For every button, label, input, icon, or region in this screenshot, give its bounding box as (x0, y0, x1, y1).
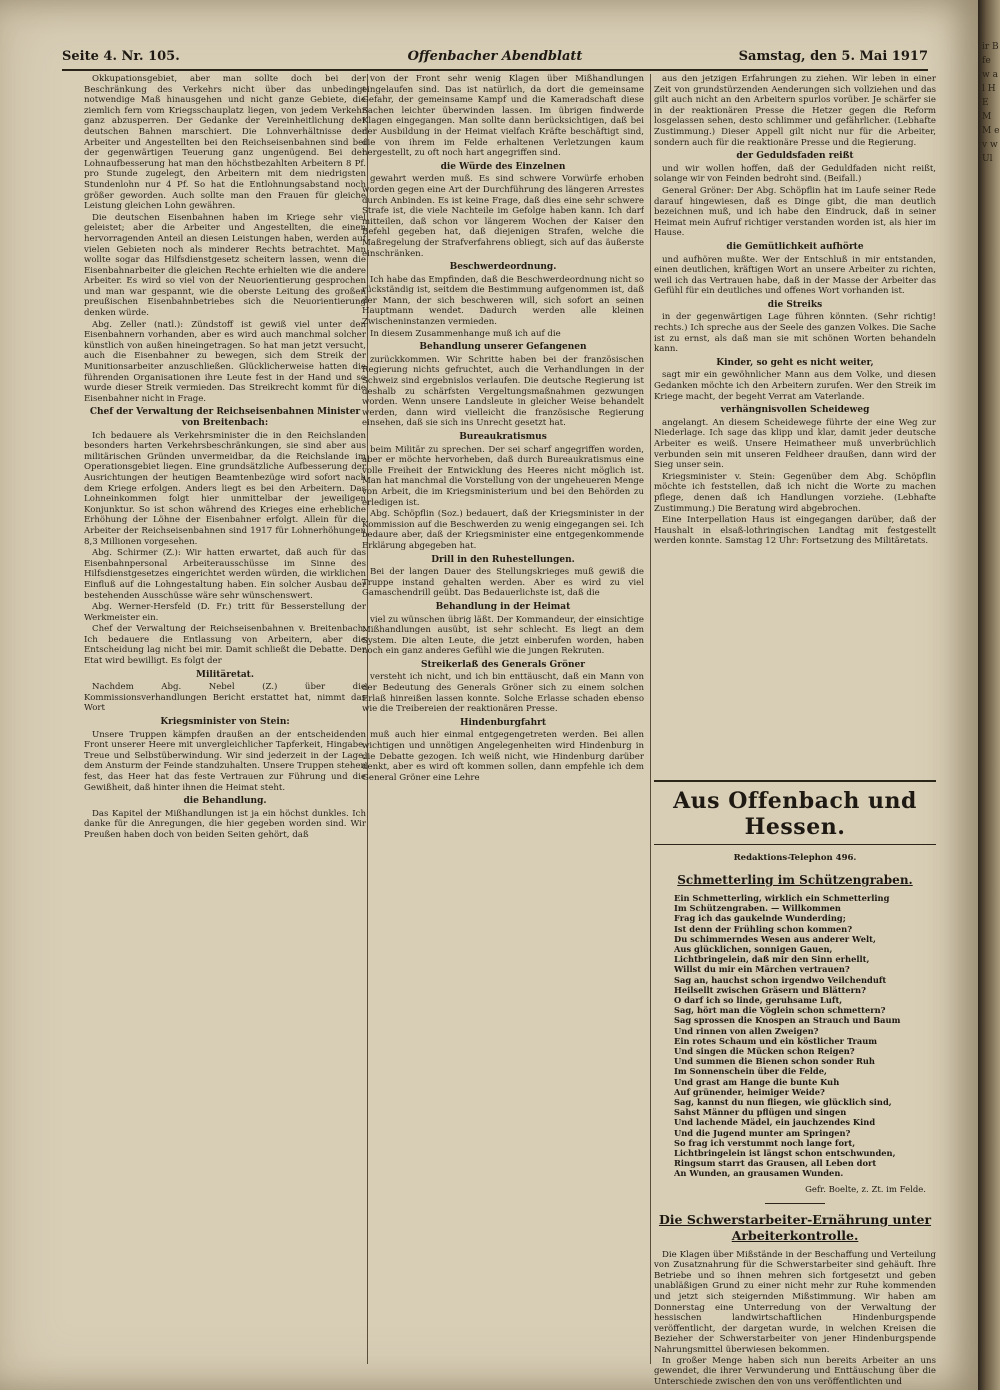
poem-line: Willst du mir ein Märchen vertrauen? (674, 964, 850, 975)
poem-line: Heilsellt zwischen Gräsern und Blättern? (674, 984, 866, 995)
poem-line: Sag, kannst du nun fliegen, wie glücklich sind, (674, 1097, 892, 1108)
paragraph: Abg. Werner-Hersfeld (D. Fr.) tritt für Besserstellung der Werkmeister ein. (84, 602, 366, 623)
paragraph: muß auch hier einmal entgegengetreten werden. Bei allen wichtigen und unnötigen Angelegenheiten wird Hindenburg in die Debatte gezogen. Ich weiß nicht, wie Hindenburg darüber denkt, aber es wird oft kommen sollen, dann empfehle ich dem General Gröner eine Lehre (362, 730, 644, 783)
article-body (654, 1250, 936, 1388)
poem (654, 893, 936, 1179)
poem-signature: Gefr. Boelte, z. Zt. im Felde. (805, 1184, 926, 1195)
adjacent-page-text: ir B fe w al H E M M ev w Ul (982, 42, 1000, 164)
paragraph: gewahrt werden muß. Es sind schwere Vorwürfe erhoben worden gegen eine Art der Durchführung des längeren Arrestes durch Anbinden. Es ist keine Frage, daß dies eine sehr schwere Strafe ist, die viele Nachteile im Gefolge haben kann. Ich darf mitteilen, daß schon vor längerem Wochen der Kaiser den Befehl gegeben hat, daß diejenigen Strafen, welche die Maßregelung der Strafverfahrens obliegt, sich auf das äußerste einschränken. (362, 174, 644, 259)
paragraph: Abg. Zeller (natl.): Zündstoff ist gewiß viel unter den Eisenbahnern vorhanden, aber es wird auch manchmal solcher künstlich von außen hineingetragen. So hat man jetzt versucht, auch die Eisenbahner zu bewegen, sich dem Streik der Munitionsarbeiter anzuschließen. Glücklicherweise hatten die führenden Organisationen ihre Leute fest in der Hand und so wurde dieser Streik vermieden. Das Streikrecht kommt für die Eisenbahner nicht in Frage. (84, 319, 366, 404)
paragraph: und aufhören mußte. Wer der Entschluß in mir entstanden, einen deutlichen, kräftigen Wort an unsere Arbeiter zu richten, weil ich das Vertrauen habe, daß in der Masse der Arbeiter das Gefühl für ein deutliches und offenes Wort vorhanden ist. (654, 254, 936, 297)
poem-line: Sag an, hauchst schon irgendwo Veilchenduft (674, 974, 887, 985)
poem-line: Sahst Männer du pflügen und singen (674, 1107, 847, 1118)
subheading: Kinder, so geht es nicht weiter, (716, 357, 874, 368)
subheading: Chef der Verwaltung der Reichseisenbahnen Minister von Breitenbach: (89, 407, 361, 428)
paragraph: Das Kapitel der Mißhandlungen ist ja ein höchst dunkles. Ich danke für die Anregungen, die hier gegeben worden sind. Wir Preußen haben doch von beiden Seiten gehört, daß (84, 808, 366, 840)
paragraph: angelangt. An diesem Scheidewege führte der eine Weg zur Niederlage. Ich sage das klipp und klar, damit jeder deutsche Arbeiter es weiß. Unsere Heimatheer muß unverbrüchlich verbunden sein mit unseren Feldheer draußen, dann wird der Sieg unser sein. (654, 417, 936, 471)
subheading: Drill in den Ruhestellungen. (431, 554, 575, 565)
poem-line: Und summen die Bienen schon sonder Ruh (674, 1056, 875, 1067)
subheading: Bureaukratismus (459, 432, 547, 442)
paragraph: und wir wollen hoffen, daß der Geduldfaden nicht reißt, solange wir von Feinden bedroht sind. (Beifall.) (654, 163, 936, 185)
poem-line: Frag ich das gaukelnde Wunderding; (674, 913, 846, 924)
paragraph: General Gröner: Der Abg. Schöpflin hat im Laufe seiner Rede darauf hingewiesen, daß es Dinge gibt, die man deutlich bezeichnen muß, und ich habe den Eindruck, daß in seiner Heimat mein Aufruf richtiger verstanden worden ist, als hier im Hause. (654, 185, 936, 239)
poem-line: Sag, hört man die Vöglein schon schmettern? (674, 1005, 886, 1016)
poem-line: Ringsum starrt das Grausen, all Leben dort (674, 1158, 877, 1169)
poem-line: Lichtbringelein ist längst schon entschwunden, (674, 1148, 896, 1159)
poem-line: So frag ich verstummt noch lange fort, (674, 1137, 856, 1148)
paragraph: viel zu wünschen übrig läßt. Der Kommandeur, der einsichtige Mißhandlungen ausübt, ist sehr schlecht. Es liegt an dem System. Die alten Leute, die jetzt einberufen worden, haben noch ein ganz anderes Gefühl wie die jungen Rekruten. (362, 614, 644, 657)
divider (765, 1203, 825, 1204)
newspaper-title: Offenbacher Abendblatt (407, 49, 583, 64)
subheading: Militäretat. (196, 669, 254, 680)
paragraph: In großer Menge haben sich nun bereits Arbeiter an uns gewendet, die ihrer Verwunderung und Enttäuschung über die Unterschiede zwischen den von uns veröffentlichten und (654, 1355, 936, 1387)
paragraph: sagt mir ein gewöhnlicher Mann aus dem Volke, und diesen Gedanken möchte ich den Arbeitern zurufen. Wer den Streik im Kriege macht, der begeht Verrat am Vaterlande. (654, 370, 936, 402)
paragraph: In diesem Zusammenhange muß ich auf die (370, 328, 561, 339)
adjacent-page-edge (978, 0, 1000, 1390)
poem-line: Du schimmerndes Wesen aus anderer Welt, (674, 933, 876, 944)
paragraph: von der Front sehr wenig Klagen über Mißhandlungen eingelaufen sind. Das ist natürlich, da dort die gemeinsame Gefahr, der gemeinsame Kampf und die Kameradschaft diese Sachen leichter überwinden lassen. Im übrigen findwerde Klagen eingegangen. Man sollte dann berücksichtigen, daß bei der Ausbildung in der Heimat vielfach Kräfte beschäftigt sind, die von ihrem im Felde erhaltenen Verletzungen kaum hergestellt, zu oft noch hart angegriffen sind. (362, 74, 644, 159)
paragraph: zurückkommen. Wir Schritte haben bei der französischen Regierung nichts gefruchtet, auch die Verhandlungen in der Schweiz sind ergebnislos verlaufen. Die deutsche Regierung ist deshalb zu schärfsten Vergeltungsmaßnahmen gezwungen worden. Wenn unsere Landsleute in gleicher Weise behandelt werden, dann wird vielleicht die französische Regierung einsehen, daß sie sich ins Unrecht gesetzt hat. (362, 354, 644, 429)
poem-line: An Wunden, an grausamen Wunden. (674, 1168, 844, 1179)
poem-line: Lichtbringelein, daß mir den Sinn erhellt, (674, 954, 870, 965)
subheading: der Geduldsfaden reißt (736, 151, 854, 162)
subheading: Hindenburgfahrt (459, 717, 547, 728)
article-title: Die Schwerstarbeiter-Ernährung unter Arbeiterkontrolle. (658, 1211, 932, 1243)
column-1 (84, 74, 366, 1374)
subheading: die Würde des Einzelnen (440, 161, 566, 172)
paragraph: in der gegenwärtigen Lage führen könnten. (Sehr richtig! rechts.) Ich spreche aus der Seele des ganzen Volkes. Die Sache ist zu ernst, als daß man sie mit schönen Worten behandeln kann. (654, 312, 936, 355)
paragraph: Bei der langen Dauer des Stellungskrieges muß gewiß die Truppe instand gehalten werden. Aber es wird zu viel Gamaschendrill geübt. Das Bedauerlichste ist, daß die (362, 567, 644, 599)
poem-line: Ein rotes Schaum und ein köstlicher Traum (674, 1035, 878, 1046)
paragraph: Unsere Truppen kämpfen draußen an der entscheidenden Front unserer Heere mit unvergleichlicher Tapferkeit, Hingabe, Treue und Selbstüberwindung. Wir sind jederzeit in der Lage, dem Ansturm der Feinde standzuhalten. Unsere Truppen stehen fest, das Heer hat das feste Vertrauen zur Führung und die Gewißheit, daß hinter ihnen die Heimat steht. (84, 729, 366, 793)
poem-line: Und lachende Mädel, ein jauchzendes Kind (674, 1117, 876, 1128)
paragraph: Chef der Verwaltung der Reichseisenbahnen v. Breitenbach: Ich bedauere die Entlassung von Arbeitern, aber die Entscheidung lag nicht bei mir. Damit schließt die Debatte. Der Etat wird bewilligt. Es folgt der (84, 624, 366, 667)
poem-line: Im Schützengraben. — Willkommen (674, 903, 841, 914)
poem-line: Auf grünender, heimiger Weide? (674, 1086, 825, 1097)
paragraph: Ich bedauere als Verkehrsminister die in den Reichslanden besonders harten Verkehrsbeschränkungen, sie sind aber aus militärischen Gründen unvermeidbar, da die Reichslande im Operationsgebiet liegen. Eine grundsätzliche Aufbesserung der Ausrichtungen der heutigen Beamtenbezüge wird sofort nach dem Kriege erfolgen. Anders liegt es bei den Arbeitern. Das Lohneinkommen folgt hier unmittelbar der jeweiligen Konjunktur. So ist schon während des Krieges eine erhebliche Erhöhung der Löhne der Eisenbahner erfolgt. Allein für die Arbeiter der Reichseisenbahnen sind 1917 für Lohnerhöhungen 8,3 Millionen vorgesehen. (84, 430, 366, 547)
section-title: Aus Offenbach und Hessen. (654, 780, 936, 845)
column-2 (362, 74, 644, 1374)
poem-title: Schmetterling im Schützengraben. (677, 873, 913, 887)
paragraph: Ich habe das Empfinden, daß die Beschwerdeordnung nicht so rückständig ist, seitdem die Bestimmung aufgenommen ist, daß der Mann, der sich beschweren will, sich sofort an seinen Hauptmann wendet. Dadurch werden alle kleinen Zwischeninstanzen vermieden. (362, 274, 644, 328)
subheading: verhängnisvollen Scheideweg (720, 405, 870, 416)
editorial-telephone: Redaktions-Telephon 496. (733, 853, 857, 863)
issue-date: Samstag, den 5. Mai 1917 (738, 49, 928, 64)
column-3 (654, 74, 936, 774)
subheading: Behandlung in der Heimat (435, 601, 571, 612)
poem-line: Ein Schmetterling, wirklich ein Schmetterling (674, 893, 890, 903)
subheading: die Streiks (767, 299, 823, 310)
paragraph: aus den jetzigen Erfahrungen zu ziehen. Wir leben in einer Zeit von grundstürzenden Aenderungen sich vollziehen und das gilt auch nicht an den Arbeitern spurlos vorüber. Je schärfer sie in der reaktionären Presse die Hetzer gegen die Reform losgelassen sehen, desto schlimmer und gefährlicher. (Lebhafte Zustimmung.) Dieser Appell gilt nicht nur für die Arbeiter, sondern auch für die reaktionäre Presse und die Regierung. (654, 74, 936, 148)
poem-line: Im Sonnenschein über die Felde, (674, 1066, 827, 1077)
paragraph: Kriegsminister v. Stein: Gegenüber dem Abg. Schöpflin möchte ich feststellen, daß ich nicht die Worte zu machen pflege, denen daß ich Handlungen vorziehe. (Lebhafte Zustimmung.) Die Beratung wird abgebrochen. (654, 471, 936, 514)
page-header (62, 47, 928, 71)
paragraph: Okkupationsgebiet, aber man sollte doch bei der Beschränkung des Verkehrs nicht über das unbedingt notwendige Maß hinausgehen und nicht ganze Gebiete, die ziemlich fern vom Kriegsschauplatz liegen, von jedem Verkehr ganz abzusperren. Der Gedanke der Vereinheitlichung der deutschen Bahnen marschiert. Die Lohnverhältnisse der Arbeiter und Angestellten bei den Reichseisenbahnen sind bei der gegenwärtigen Teuerung ganz ungenügend. Bei der Lohnaufbesserung hat man den höchstbezahlten Arbeitern 8 Pf. pro Stunde zugelegt, den Arbeitern mit dem niedrigsten Stundenlohn nur 4 Pf. So hat die Entlohnungsabstand noch größer geworden. Auch sollte man den Frauen für gleiche Leistung gleichen Lohn gewähren. (84, 74, 366, 212)
poem-line: Sag sprossen die Knospen an Strauch und Baum (674, 1015, 901, 1026)
poem-line: Und rinnen von allen Zweigen? (674, 1025, 819, 1036)
poem-line: Und singen die Mücken schon Reigen? (674, 1046, 855, 1057)
paragraph: Nachdem Abg. Nebel (Z.) über die Kommissionsverhandlungen Bericht erstattet hat, nimmt das Wort (84, 682, 366, 714)
poem-line: Und grast am Hange die bunte Kuh (674, 1076, 840, 1087)
subheading: die Behandlung. (183, 796, 267, 807)
paragraph: versteht ich nicht, und ich bin enttäuscht, daß ein Mann von der Bedeutung des Generals Gröner sich zu einem solchen Erlaß hinreißen lassen konnte. Solche Erlasse schaden ebenso wie die Treibereien der reaktionären Presse. (362, 672, 644, 715)
subheading: Beschwerdeordnung. (449, 262, 557, 273)
paragraph: Abg. Schirmer (Z.): Wir hatten erwartet, daß auch für das Eisenbahnpersonal Arbeiterausschüsse im Sinne des Hilfsdienstgesetzes eingerichtet werden würden, die wirklichen Einfluß auf die Lohngestaltung haben. Ein solcher Ausbau der bestehenden Ausschüsse wäre sehr wünschenswert. (84, 548, 366, 601)
paragraph: beim Militär zu sprechen. Der sei scharf angegriffen worden, aber er möchte hervorheben, daß durch Bureaukratismus eine volle Freiheit der Entwicklung des Heeres nicht möglich ist. Man hat manchmal die Vorstellung von der ungeheueren Menge von Arbeit, die im Kriegsministerium und bei den Behörden zu erledigen ist. (362, 444, 644, 508)
column-rule (650, 74, 651, 1364)
poem-line: Aus glücklichen, sonnigen Gauen, (674, 944, 833, 955)
poem-line: Ist denn der Frühling schon kommen? (674, 923, 853, 934)
poem-line: O darf ich so linde, geruhsame Luft, (674, 995, 843, 1006)
local-news-section (654, 780, 936, 1387)
subheading: Streikerlaß des Generals Gröner (420, 659, 585, 670)
poem-line: Und die Jugend munter am Springen? (674, 1127, 851, 1138)
paragraph: Die deutschen Eisenbahnen haben im Kriege sehr viel geleistet; aber die Arbeiter und Angestellten, die einen hervorragenden Anteil an diesen Leistungen haben, werden auf vielen Gebieten noch als minderer Rechts betrachtet. Man wollte sogar das Hilfsdienstgesetz scheitern lassen, wenn die Eisenbahnarbeiter die gleichen Rechte erhielten wie die andere Arbeiter. Es wird so viel von der Neuorientierung gesprochen und man war gespannt, wie die oberste Leitung des großen preußischen Eisenbahnbetriebes sich die Neuorientierung denken würde. (84, 212, 366, 319)
subheading: die Gemütlichkeit aufhörte (726, 241, 864, 252)
paragraph: Eine Interpellation Haus ist eingegangen darüber, daß der Haushalt in elsaß-lothringischen Landtag mit festgestellt werden konnte. Samstag 12 Uhr: Fortsetzung des Militäretats. (654, 515, 936, 547)
subheading: Kriegsminister von Stein: (160, 717, 290, 728)
subheading: Behandlung unserer Gefangenen (419, 342, 587, 353)
paragraph: Die Klagen über Mißstände in der Beschaffung und Verteilung von Zusatznahrung für die Schwerstarbeiter sind gehäuft. Ihre Betriebe und so ihnen mehren sich fortgesetzt und geben unabläßigen Grund zu einer nicht mehr zur Ruhe kommenden und jetzt sich steigernden Mißstimmung. Wir haben am Donnerstag eine Unterredung von der Verwaltung der hessischen landwirtschaftlichen Hindenburgspende veröffentlicht, der dargetan wurde, in welchen Kreisen die Bezieher der Schwerstarbeiter von jener Hindenburgspende Nahrungsmittel überwiesen bekommen. (654, 1249, 936, 1356)
page-number: Seite 4. Nr. 105. (62, 49, 180, 64)
paragraph: Abg. Schöpflin (Soz.) bedauert, daß der Kriegsminister in der Kommission auf die Beschwerden zu wenig eingegangen sei. Ich bedaure aber, daß der Kriegsminister eine entgegenkommende Erklärung abgegeben hat. (362, 509, 644, 551)
